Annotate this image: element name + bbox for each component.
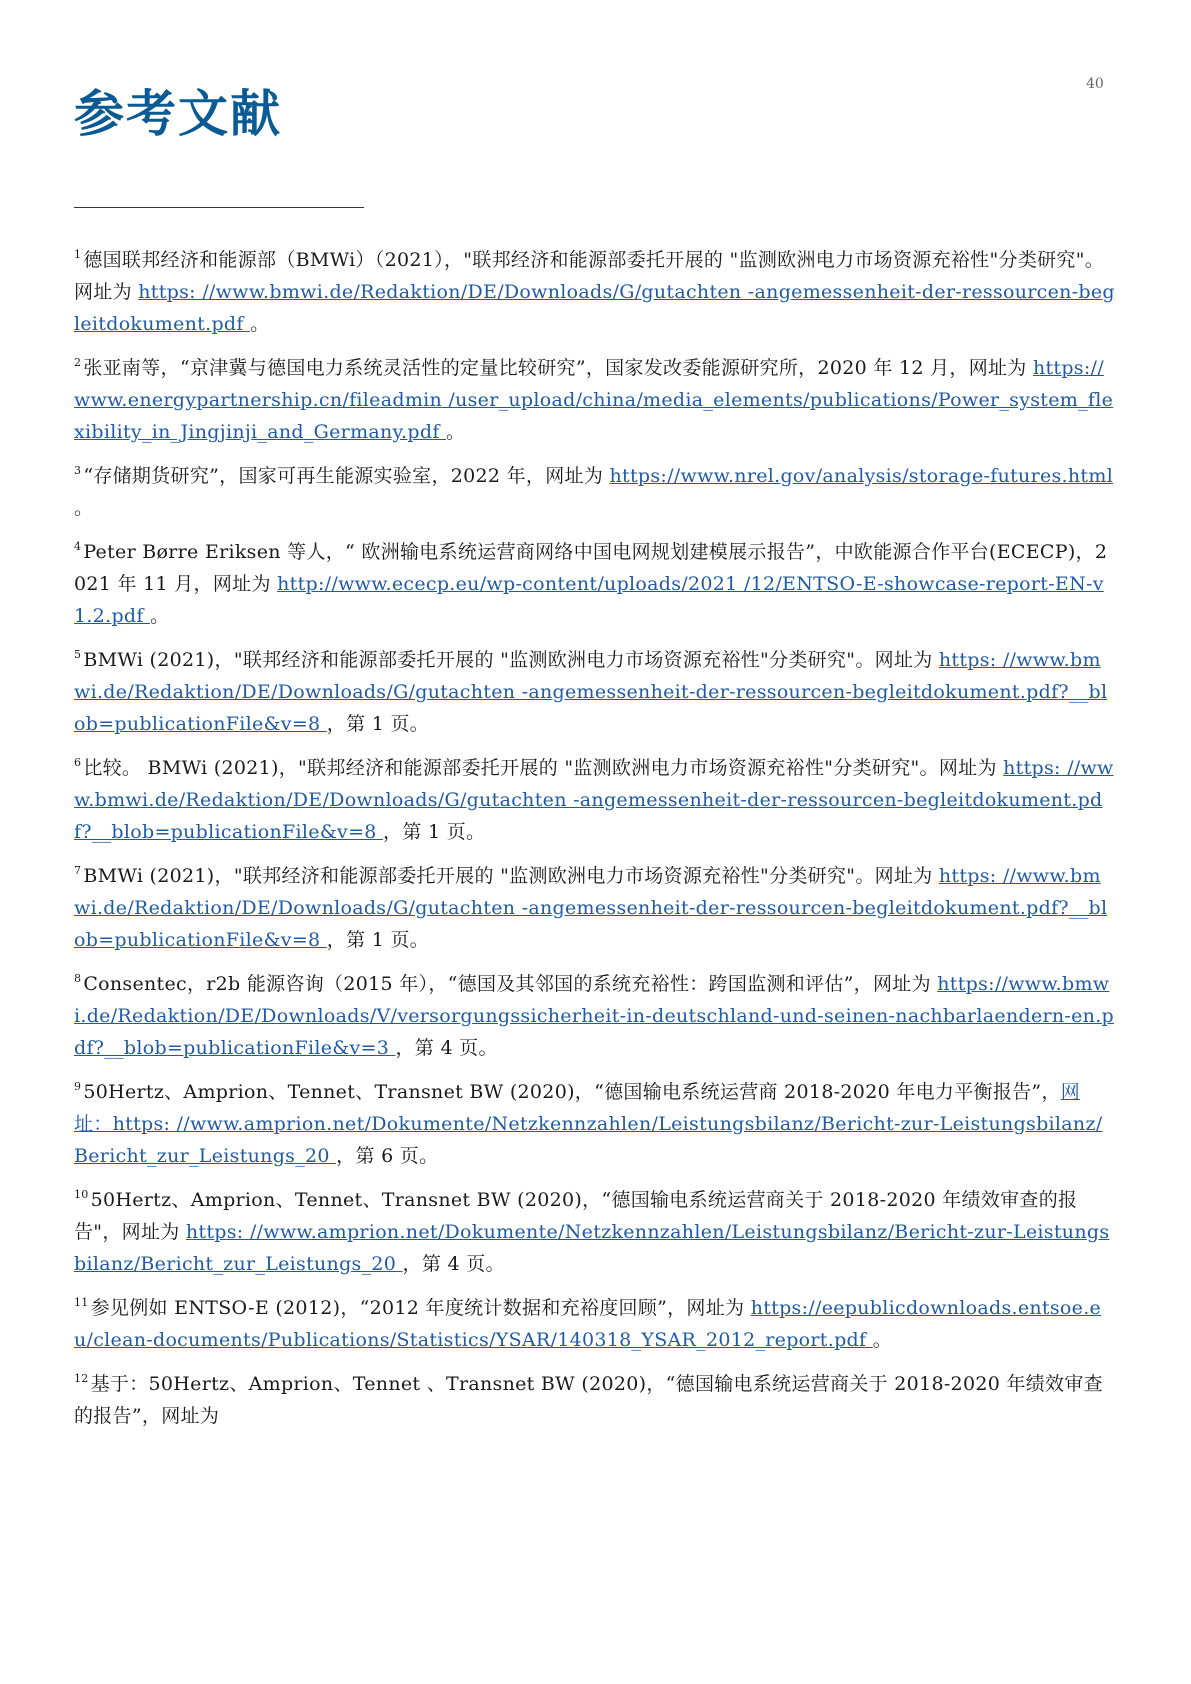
reference-number: 11: [74, 1296, 89, 1309]
reference-suffix: 。: [446, 421, 466, 443]
reference-text: “存储期货研究”，国家可再生能源实验室，2022 年，网址为: [83, 465, 610, 487]
reference-link[interactable]: https://eepublicdownloads.entsoe.eu/clean-documents/Publications/Statistics/YSAR/140318_YSAR_2012_report.pdf: [74, 1297, 1102, 1351]
reference-number: 2: [74, 356, 82, 369]
footnote-divider: [74, 207, 364, 208]
reference-suffix: ，第 1 页。: [326, 929, 430, 951]
reference-number: 5: [74, 648, 82, 661]
reference-text: BMWi (2021)，"联邦经济和能源部委托开展的 "监测欧洲电力市场资源充裕性"分类研究"。网址为: [83, 865, 939, 887]
reference-link[interactable]: https://www.nrel.gov/analysis/storage-futures.html: [609, 465, 1114, 487]
reference-suffix: ，第 4 页。: [395, 1037, 498, 1059]
reference-item-2: [74, 352, 1116, 448]
reference-item-12: [74, 1368, 1116, 1432]
reference-number: 7: [74, 864, 82, 877]
reference-number: 3: [74, 464, 82, 477]
reference-text: 50Hertz、Amprion、Tennet、Transnet BW (2020)，“德国输电系统运营商关于 2018-2020 年绩效审查的报告"，网址为: [74, 1189, 1078, 1243]
reference-link[interactable]: https: //www.bmwi.de/Redaktion/DE/Downloads/G/gutachten -angemessenheit-der-ressourcen-begleitdokument.pdf: [74, 281, 1115, 335]
reference-item-4: [74, 536, 1116, 632]
reference-item-3: [74, 460, 1116, 524]
reference-item-9: [74, 1076, 1116, 1172]
reference-number: 1: [74, 248, 82, 261]
reference-text: 基于：50Hertz、Amprion、Tennet 、Transnet BW (2020)，“德国输电系统运营商关于 2018-2020 年绩效审查的报告”，网址为: [74, 1373, 1103, 1427]
reference-suffix: 。: [150, 605, 170, 627]
reference-suffix: 。: [250, 313, 270, 335]
reference-link[interactable]: https://www.bmwi.de/Redaktion/DE/Downloads/V/versorgungssicherheit-in-deutschland-und-seinen-nachbarlaendern-en.pdf?__blob=publicationFile&v=3: [74, 973, 1115, 1059]
reference-item-7: [74, 860, 1116, 956]
page-number: 40: [1086, 76, 1104, 92]
reference-text: Peter Børre Eriksen 等人，“ 欧洲输电系统运营商网络中国电网规划建模展示报告”，中欧能源合作平台(ECECP)，2021 年 11 月，网址为: [74, 541, 1108, 595]
reference-link[interactable]: https: //www.amprion.net/Dokumente/Netzkennzahlen/Leistungsbilanz/Bericht-zur-Leistungsbilanz/Bericht_zur_Leistungs_20: [74, 1221, 1110, 1275]
reference-suffix: ，第 1 页。: [326, 713, 430, 735]
reference-list: [74, 244, 1116, 1444]
reference-link[interactable]: https://www.energypartnership.cn/fileadmin /user_upload/china/media_elements/publications/Power_system_flexibility_in_Jingjinji_and_Germany.pdf: [74, 357, 1114, 443]
reference-number: 8: [74, 972, 82, 985]
reference-link[interactable]: https: //www.bmwi.de/Redaktion/DE/Downloads/G/gutachten -angemessenheit-der-ressourcen-begleitdokument.pdf?__blob=publicationFile&v=8: [74, 649, 1108, 735]
reference-link[interactable]: https: //www.bmwi.de/Redaktion/DE/Downloads/G/gutachten -angemessenheit-der-ressourcen-begleitdokument.pdf?__blob=publicationFile&v=8: [74, 865, 1108, 951]
reference-item-6: [74, 752, 1116, 848]
reference-text: 德国联邦经济和能源部（BMWi）（2021），"联邦经济和能源部委托开展的 "监测欧洲电力市场资源充裕性"分类研究"。网址为: [74, 249, 1105, 303]
reference-link[interactable]: http://www.ececp.eu/wp-content/uploads/2021 /12/ENTSO-E-showcase-report-EN-v1.2.pdf: [74, 573, 1104, 627]
reference-number: 12: [74, 1372, 89, 1385]
reference-text: 50Hertz、Amprion、Tennet、Transnet BW (2020)，“德国输电系统运营商 2018-2020 年电力平衡报告”，: [83, 1081, 1061, 1103]
reference-suffix: ，第 6 页。: [336, 1145, 439, 1167]
reference-suffix: 。: [74, 497, 94, 519]
reference-item-5: [74, 644, 1116, 740]
reference-suffix: ，第 4 页。: [402, 1253, 505, 1275]
reference-number: 10: [74, 1188, 89, 1201]
reference-item-1: [74, 244, 1116, 340]
reference-suffix: ，第 1 页。: [383, 821, 486, 843]
reference-number: 6: [74, 756, 82, 769]
reference-item-10: [74, 1184, 1116, 1280]
reference-suffix: 。: [872, 1329, 892, 1351]
reference-number: 4: [74, 540, 82, 553]
reference-text: Consentec，r2b 能源咨询（2015 年），“德国及其邻国的系统充裕性：跨国监测和评估”，网址为: [83, 973, 938, 995]
reference-item-8: [74, 968, 1116, 1064]
reference-text: 参见例如 ENTSO-E (2012)，“2012 年度统计数据和充裕度回顾”，网址为: [90, 1297, 751, 1319]
reference-text: 比较。 BMWi (2021)，"联邦经济和能源部委托开展的 "监测欧洲电力市场资源充裕性"分类研究"。网址为: [83, 757, 1004, 779]
reference-text: 张亚南等，“京津冀与德国电力系统灵活性的定量比较研究”，国家发改委能源研究所，2020 年 12 月，网址为: [83, 357, 1033, 379]
reference-link[interactable]: https: //www.bmwi.de/Redaktion/DE/Downloads/G/gutachten -angemessenheit-der-ressourcen-begleitdokument.pdf?__blob=publicationFile&v=8: [74, 757, 1114, 843]
reference-number: 9: [74, 1080, 82, 1093]
reference-item-11: [74, 1292, 1116, 1356]
reference-link[interactable]: 网址：https: //www.amprion.net/Dokumente/Netzkennzahlen/Leistungsbilanz/Bericht-zur-Leistungsbilanz/Bericht_zur_Leistungs_20: [74, 1081, 1103, 1167]
page-title: 参考文献: [74, 85, 282, 143]
reference-text: BMWi (2021)，"联邦经济和能源部委托开展的 "监测欧洲电力市场资源充裕性"分类研究"。网址为: [83, 649, 939, 671]
